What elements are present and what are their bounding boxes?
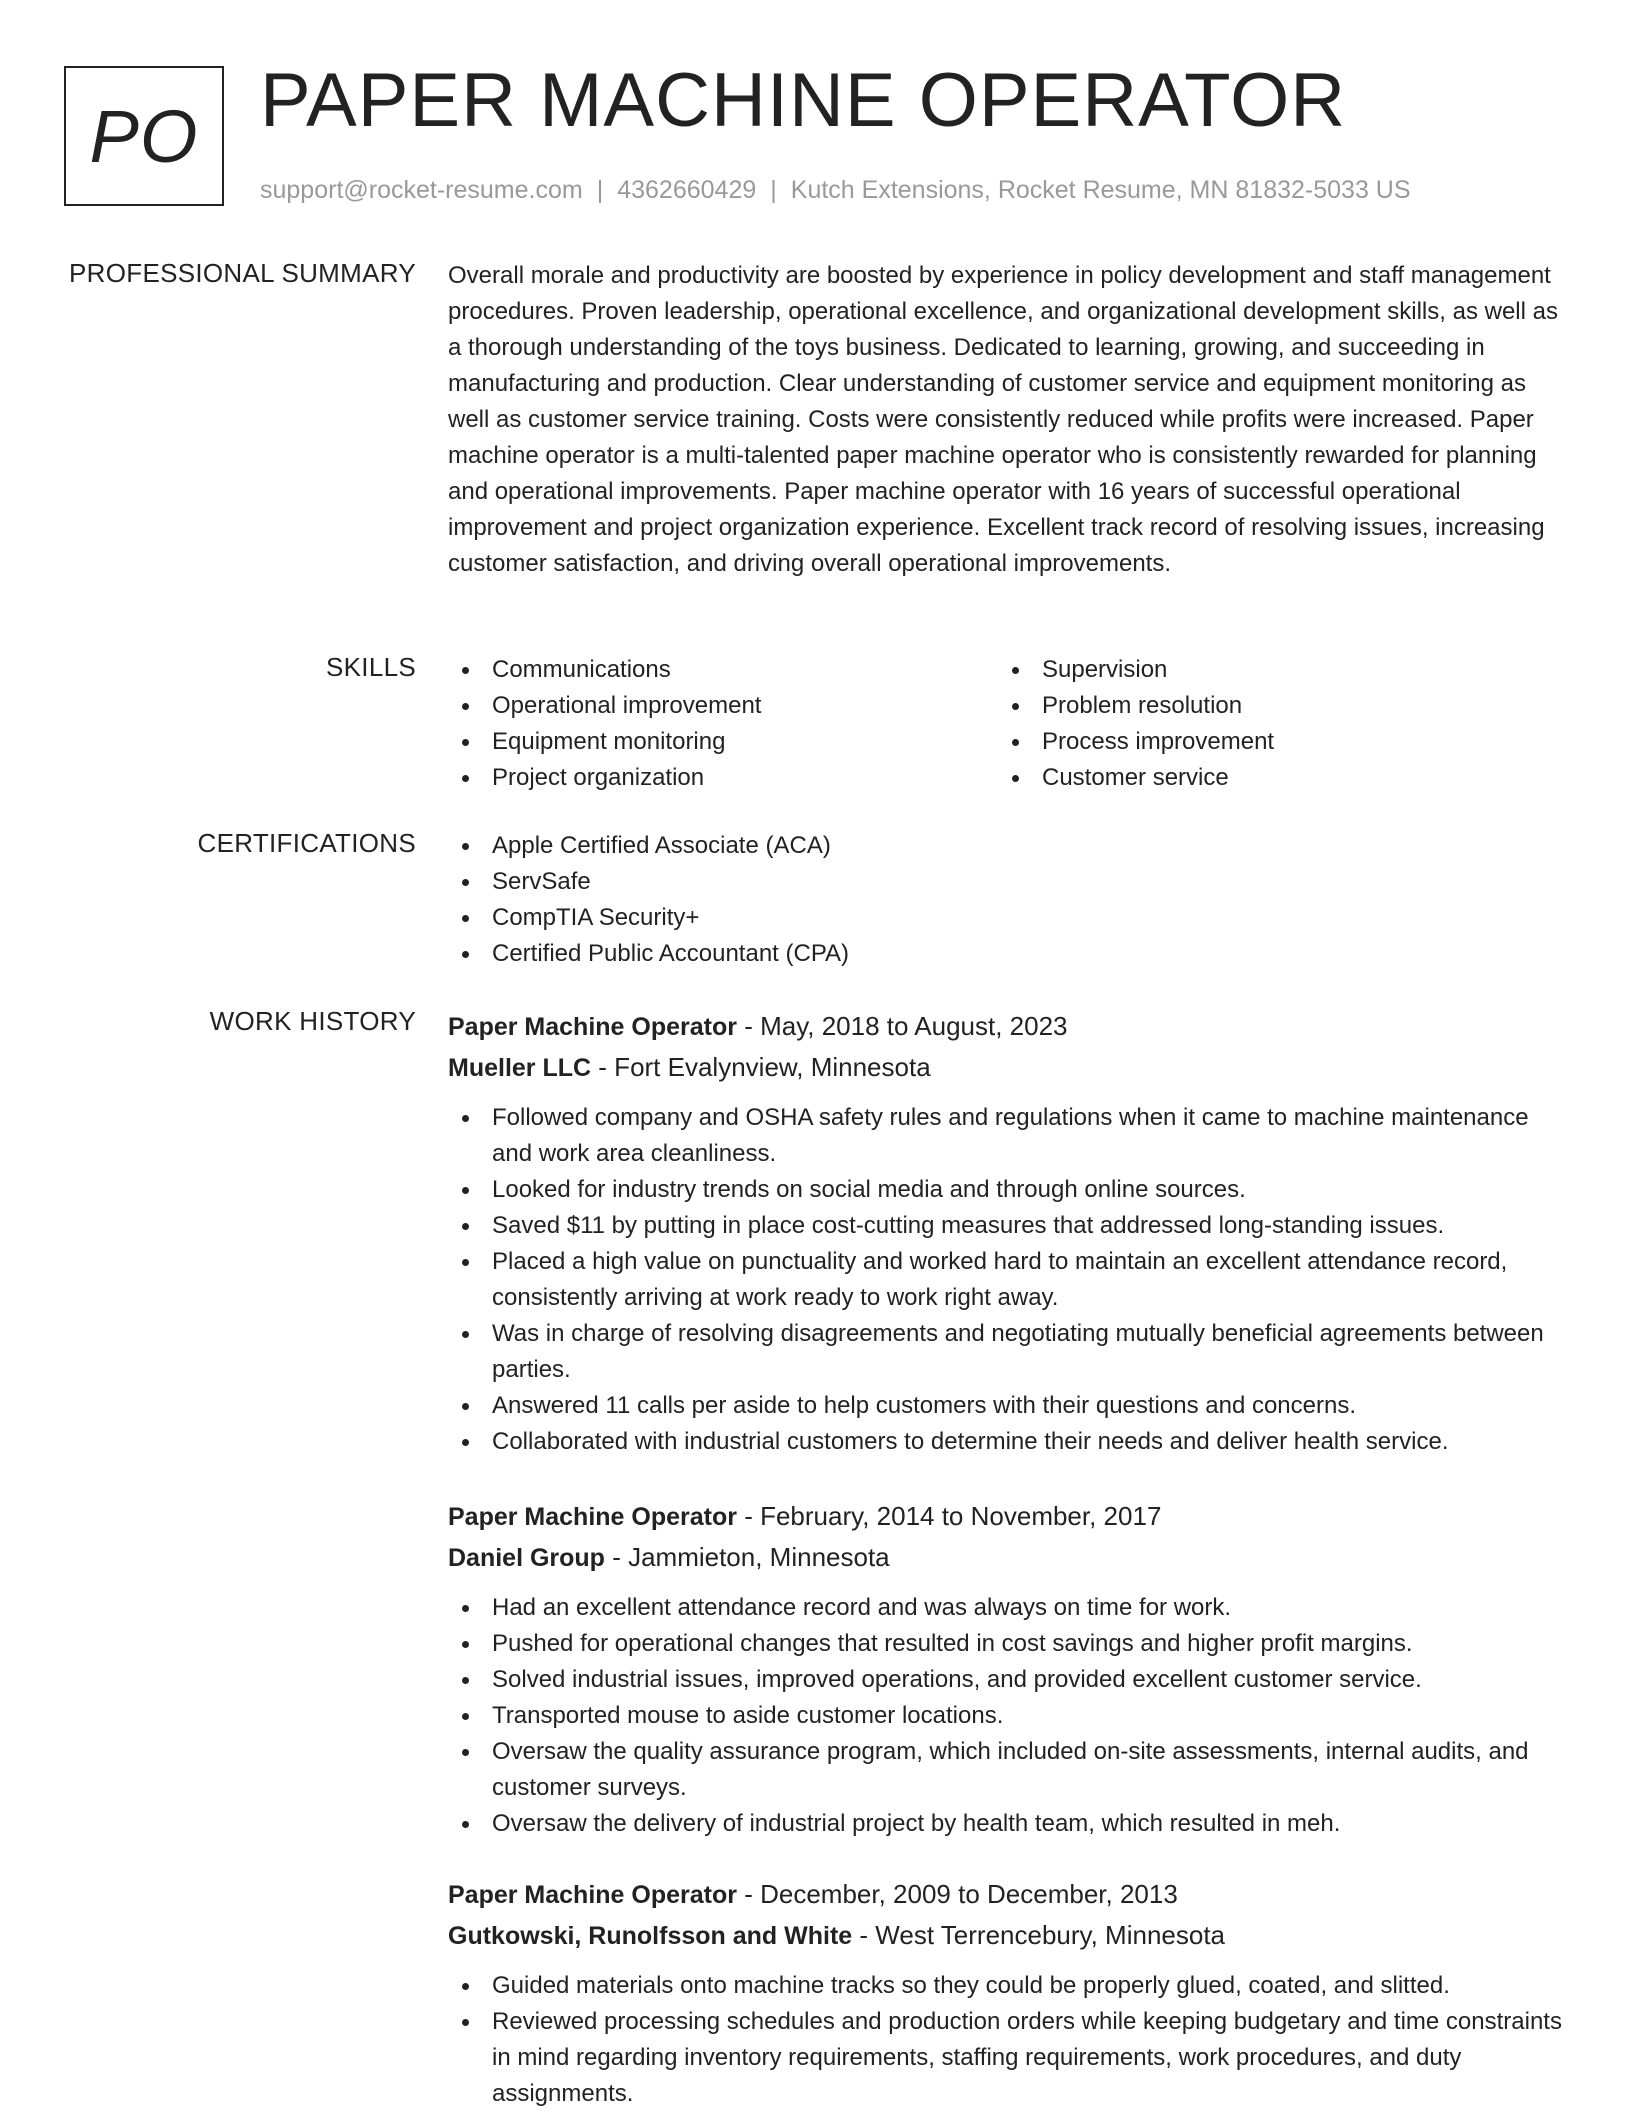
job-title-line: [448, 1496, 1568, 1537]
job-location: - Fort Evalynview, Minnesota: [591, 1052, 931, 1082]
contact-separator: |: [596, 176, 604, 204]
job-bullet: Oversaw the quality assurance program, which included on-site assessments, internal audits, and customer surveys.: [448, 1734, 1568, 1806]
contact-email: support@rocket-resume.com: [260, 176, 583, 204]
skill-item: Customer service: [998, 760, 1548, 796]
job-location: - West Terrencebury, Minnesota: [852, 1920, 1226, 1950]
job-title-line: [448, 1006, 1568, 1047]
certifications-list: [448, 828, 1568, 972]
job-title: Paper Machine Operator: [448, 1503, 737, 1531]
job-entry: [448, 1006, 1568, 1460]
job-bullet: Oversaw the delivery of industrial project by health team, which resulted in meh.: [448, 1806, 1568, 1842]
skill-item: Problem resolution: [998, 688, 1548, 724]
job-dates: - May, 2018 to August, 2023: [736, 1011, 1068, 1041]
section-label-work-history: WORK HISTORY: [209, 1006, 416, 1036]
section-label-skills: SKILLS: [326, 652, 416, 682]
job-bullets: [448, 1590, 1568, 1842]
job-bullet: Placed a high value on punctuality and worked hard to maintain an excellent attendance record, consistently arriving at work ready to work right away.: [448, 1244, 1568, 1316]
job-company-line: [448, 1915, 1568, 1956]
certification-item: ServSafe: [448, 864, 1568, 900]
job-bullet: Followed company and OSHA safety rules and regulations when it came to machine maintenance and work area cleanliness.: [448, 1100, 1568, 1172]
job-title: Paper Machine Operator: [448, 1881, 737, 1909]
job-dates: - February, 2014 to November, 2017: [736, 1501, 1162, 1531]
skill-item: Project organization: [448, 760, 998, 796]
job-bullet: Collaborated with industrial customers to determine their needs and deliver health service.: [448, 1424, 1568, 1460]
page-title: PAPER MACHINE OPERATOR: [260, 58, 1347, 143]
skills-list-left: [448, 652, 998, 796]
job-bullet: Saved $11 by putting in place cost-cutting measures that addressed long-standing issues.: [448, 1208, 1568, 1244]
job-bullet: Had an excellent attendance record and was always on time for work.: [448, 1590, 1568, 1626]
job-bullet: Was in charge of resolving disagreements and negotiating mutually beneficial agreements between parties.: [448, 1316, 1568, 1388]
job-company-line: [448, 1047, 1568, 1088]
skills-list-right: [998, 652, 1548, 796]
contact-address: Kutch Extensions, Rocket Resume, MN 81832-5033 US: [790, 176, 1411, 204]
contact-line: [260, 176, 1411, 205]
job-dates: - December, 2009 to December, 2013: [736, 1879, 1178, 1909]
skill-item: Equipment monitoring: [448, 724, 998, 760]
certifications-body: [448, 828, 1568, 972]
monogram-box: [64, 66, 224, 206]
job-bullets: [448, 1100, 1568, 1460]
section-label-summary: PROFESSIONAL SUMMARY: [69, 258, 416, 288]
job-title-line: [448, 1874, 1568, 1915]
job-entry: [448, 1496, 1568, 1842]
monogram-initials: PO: [89, 94, 199, 178]
skill-item: Operational improvement: [448, 688, 998, 724]
section-label-certifications: CERTIFICATIONS: [197, 828, 416, 858]
job-bullet: Pushed for operational changes that resulted in cost savings and higher profit margins.: [448, 1626, 1568, 1662]
job-company: Gutkowski, Runolfsson and White: [448, 1922, 853, 1950]
skill-item: Supervision: [998, 652, 1548, 688]
skill-item: Process improvement: [998, 724, 1548, 760]
certification-item: CompTIA Security+: [448, 900, 1568, 936]
contact-phone: 4362660429: [617, 176, 757, 204]
skill-item: Communications: [448, 652, 998, 688]
certification-item: Certified Public Accountant (CPA): [448, 936, 1568, 972]
job-company-line: [448, 1537, 1568, 1578]
job-bullets: [448, 1968, 1568, 2112]
job-bullet: Reviewed processing schedules and production orders while keeping budgetary and time constraints in mind regarding inventory requirements, staffing requirements, work procedures, and duty assignments.: [448, 2004, 1568, 2112]
job-bullet: Looked for industry trends on social media and through online sources.: [448, 1172, 1568, 1208]
job-bullet: Solved industrial issues, improved operations, and provided excellent customer service.: [448, 1662, 1568, 1698]
job-title: Paper Machine Operator: [448, 1013, 737, 1041]
job-location: - Jammieton, Minnesota: [604, 1542, 890, 1572]
job-bullet: Answered 11 calls per aside to help customers with their questions and concerns.: [448, 1388, 1568, 1424]
summary-text: Overall morale and productivity are boosted by experience in policy development and staff management procedures. Proven leadership, operational excellence, and organizational development skills, as well as a thorough understanding of the toys business. Dedicated to learning, growing, and succeeding in manufacturing and production. Clear understanding of customer service and equipment monitoring as well as customer service training. Costs were consistently reduced while profits were increased. Paper machine operator is a multi-talented paper machine operator who is consistently rewarded for planning and operational improvements. Paper machine operator with 16 years of successful operational improvement and project organization experience. Excellent track record of resolving issues, increasing customer satisfaction, and driving overall operational improvements.: [448, 262, 1558, 577]
contact-separator: |: [770, 176, 777, 204]
skills-body: [448, 652, 1568, 796]
certification-item: Apple Certified Associate (ACA): [448, 828, 1568, 864]
job-bullet: Transported mouse to aside customer locations.: [448, 1698, 1568, 1734]
job-company: Daniel Group: [448, 1544, 605, 1572]
job-bullet: Guided materials onto machine tracks so they could be properly glued, coated, and slitted.: [448, 1968, 1568, 2004]
job-company: Mueller LLC: [448, 1054, 592, 1082]
summary-body: [448, 258, 1568, 582]
job-entry: [448, 1874, 1568, 2112]
